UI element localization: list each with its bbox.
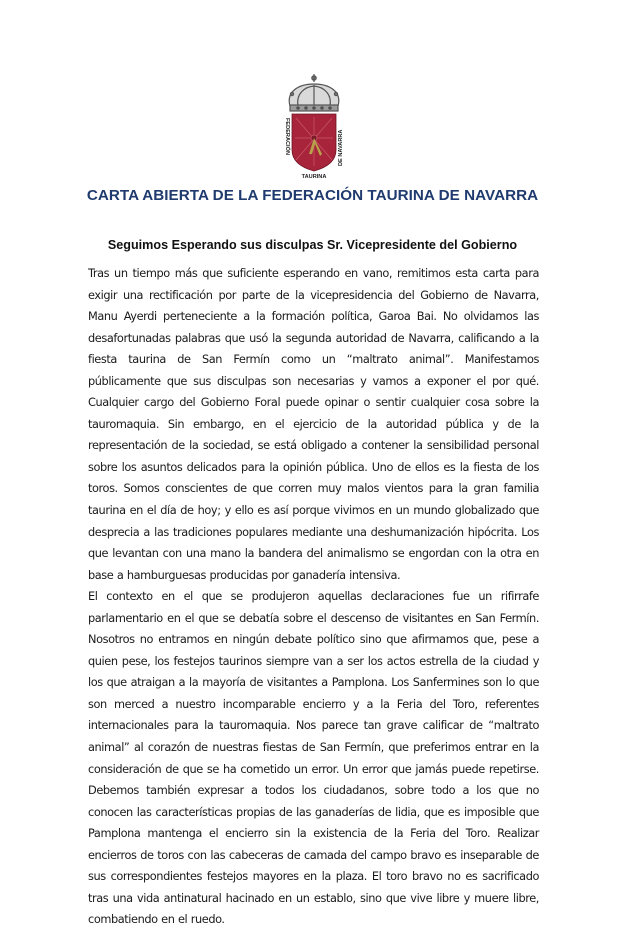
- federation-logo: [268, 72, 360, 182]
- document-title: CARTA ABIERTA DE LA FEDERACIÓN TAURINA DE NAVARRA: [86, 187, 539, 204]
- crown-icon: [289, 74, 339, 111]
- letter-paragraph-2: El contexto en el que se produjeron aquellas declaraciones fue un rifirrafe parlamentario en el que se debatía sobre el descenso de visitantes en San Fermín. Nosotros no entramos en ningún debate político sino que afirmamos que, pese a quien pese, los festejos taurinos siempre van a ser los actos estrella de la ciudad y los que atraigan a la mayoría de visitantes a Pamplona. Los Sanfermines son lo que son merced a nuestro incomparable encierro y a la Feria del Toro, referentes internacionales para la tauromaquia. Nos parece tan grave calificar de “maltrato animal” al corazón de nuestras fiestas de San Fermín, que preferimos entrar en la consideración de que se ha cometido un error. Un error que jamás puede repetirse. Debemos también expresar a todos los ciudadanos, sobre todo a los que no conocen las características propias de las ganaderías de lidia, que es imposible que Pamplona mantenga el encierro sin la existencia de la Feria del Toro. Realizar encierros de toros con las cabeceras de camada del campo bravo es inseparable de sus correspondientes festejos mayores en la plaza. El toro bravo no es sacrificado tras una vida antinatural hacinado en un establo, sino que vive libre y muere libre, combatiendo en el ruedo.: [88, 589, 539, 927]
- logo-text-bottom: TAURINA: [301, 174, 327, 180]
- logo-text-right: DE NAVARRA: [338, 129, 344, 166]
- letter-paragraph-1: Tras un tiempo más que suficiente esperando en vano, remitimos esta carta para exigir una rectificación por parte de la vicepresidencia del Gobierno de Navarra, Manu Ayerdi perteneciente a la formación política, Garoa Bai. No olvidamos las desafortunadas palabras que usó la segunda autoridad de Navarra, calificando a la fiesta taurina de San Fermín como un “maltrato animal”. Manifestamos públicamente que sus disculpas son necesarias y vamos a exponer el por qué. Cualquier cargo del Gobierno Foral puede opinar o sentir cualquier cosa sobre la tauromaquia. Sin embargo, en el ejercicio de la autoridad pública y de la representación de la sociedad, se está obligado a contener la sensibilidad personal sobre los asuntos delicados para la opinión pública. Uno de ellos es la fiesta de los toros. Somos conscientes de que corren muy malos vientos para la gran familia taurina en el día de hoy; y ello es así porque vivimos en un mundo globalizado que desprecia a las tradiciones populares mediante una deshumanización hipócrita. Los que levantan con una mano la bandera del animalismo se engordan con la otra en base a hamburguesas producidas por ganadería intensiva.: [88, 266, 539, 582]
- logo-text-left: FEDERACIÓN: [284, 118, 290, 155]
- letter-body: [88, 263, 539, 931]
- document-subtitle: Seguimos Esperando sus disculpas Sr. Vicepresidente del Gobierno: [107, 238, 518, 252]
- federacion-taurina-navarra-crest-icon: [268, 72, 360, 182]
